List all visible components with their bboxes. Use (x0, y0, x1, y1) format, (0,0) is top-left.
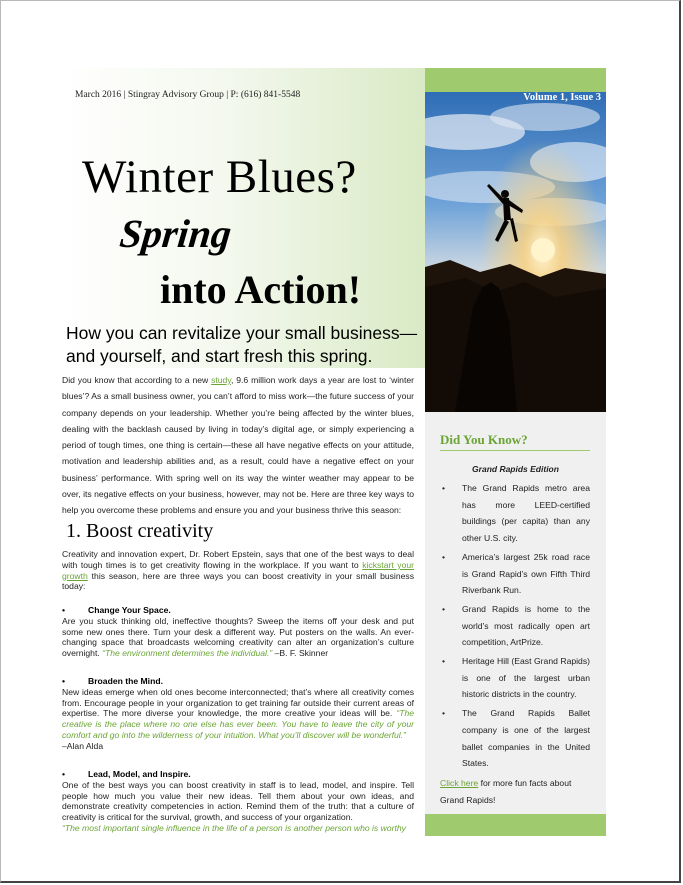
more-facts-text: for more fun facts about Grand Rapids! (440, 777, 572, 805)
tip-text: One of the best ways you can boost creativity in staff is to lead, model, and inspire. Tell people how much you value their new ideas. Tell them about your own ideas, and demonstrate creativity competencies in action. Remind them of the truth: that a culture of creativity is critical for the survival, growth, and success of your organization. (62, 779, 414, 823)
section-intro (62, 549, 414, 592)
tip-lead-model (62, 769, 414, 834)
fact-item: • America’s largest 25k road race is Grand Rapid’s own Fifth Third Riverbank Run. (440, 549, 590, 599)
tip-body (62, 616, 414, 659)
quote-attribution: –B. F. Skinner (274, 648, 329, 659)
more-facts (440, 775, 590, 808)
bullet-icon: • (62, 676, 66, 686)
fact-item: • The Grand Rapids metro area has more LEED-certified buildings (per capita) than any other U.S. city. (440, 480, 590, 547)
intro-text-after: , 9.6 million work days a year are lost to ‘winter blues’? As a small business owner, you can’t afford to miss work—the future success of your company depends on your leadership. Whether you’re being affected by the winter blues, dealing with the backlash caused by living in today’s digital age, or simply experiencing a period of tough times, one thing is certain—these all have negative effects on your attitude, motivation and leadership abilities and, as a result, could have a negative effect on your business’ performance. With spring well on its way the winter weather may appear to be over, its negative effects on your business, however, may not be. Here are three key ways to help you overcome these problems and ensure you and your business thrive this season: (62, 375, 414, 516)
sidebar-header-bar (425, 68, 606, 92)
article-subtitle: How you can revitalize your small business—and yourself, and start fresh this spring. (66, 323, 418, 366)
bullet-icon: • (62, 769, 66, 779)
fact-item: • Heritage Hill (East Grand Rapids) is one of the largest urban historic districts in the country. (440, 653, 590, 703)
tip-body (62, 687, 414, 752)
tip-heading-text: Broaden the Mind. (88, 676, 163, 686)
tip-quote: “The creative is the place where no one else has ever been. You have to leave the city of your comfort and go into the wilderness of your intuition. What you’ll discover will be wonderful.” (62, 708, 414, 740)
tip-heading (62, 769, 414, 780)
fact-item: • Grand Rapids is home to the world’s most radically open art competition, ArtPrize. (440, 601, 590, 651)
heading-underline (440, 450, 590, 451)
intro-text-before: Did you know that according to a new (62, 375, 212, 385)
edition-label: Grand Rapids Edition (472, 464, 559, 474)
did-you-know-heading: Did You Know? (440, 432, 528, 447)
quote-attribution: –Alan Alda (62, 740, 104, 751)
sidebar-footer-bar (425, 814, 606, 836)
tip-broaden-mind (62, 676, 414, 752)
tip-heading (62, 605, 414, 616)
volume-issue: Volume 1, Issue 3 (523, 92, 601, 103)
tip-body (62, 780, 414, 834)
section-intro-text: Creativity and innovation expert, Dr. Robert Epstein, says that one of the best ways to deal with tough times is to get creativity flowing in the workplace. If you want to (62, 549, 414, 570)
tip-change-space (62, 605, 414, 659)
facts-list (440, 480, 590, 808)
kickstart-growth-link[interactable]: kickstart your growth (62, 559, 414, 581)
photo-svg (425, 92, 606, 412)
section-intro-text-end: this season, here are three ways you can boost creativity in your small business today: (62, 570, 414, 592)
tip-quote: “The environment determines the individual.” (102, 648, 273, 659)
study-link[interactable]: study (211, 375, 231, 385)
click-here-link[interactable]: Click here (440, 777, 479, 788)
bullet-icon: • (62, 605, 66, 615)
tip-heading (62, 676, 414, 687)
fact-item: • The Grand Rapids Ballet company is one of the largest ballet companies in the United States. (440, 705, 590, 772)
masthead: March 2016 | Stingray Advisory Group | P: (616) 841-5548 (75, 90, 301, 100)
intro-paragraph (62, 372, 414, 519)
title-line-1: Winter Blues? (82, 151, 357, 203)
tip-text: Are you stuck thinking old, ineffective thoughts? Sweep the items off your desk and put some new ones there. Turn your desk a different way. Put posters on the walls. An ever-changing space that broadcasts welcoming creativity can alter an organization’s culture overnight. (62, 615, 414, 659)
tip-quote: “The most important single influence in the life of a person is another person who is worthy (62, 822, 406, 833)
tip-heading-text: Change Your Space. (88, 605, 171, 615)
silhouette-jump-sunset-photo (425, 92, 606, 412)
title-line-3: into Action! (160, 267, 362, 312)
title-line-2: Spring (117, 211, 234, 256)
section-heading: 1. Boost creativity (66, 520, 214, 542)
tip-text: New ideas emerge when old ones become interconnected; that’s where all creativity comes from. Encourage people in your organization to get training far outside their current areas of expertise. The more diverse your knowledge, the more creative your ideas will be. (62, 686, 414, 719)
tip-heading-text: Lead, Model, and Inspire. (88, 769, 191, 779)
